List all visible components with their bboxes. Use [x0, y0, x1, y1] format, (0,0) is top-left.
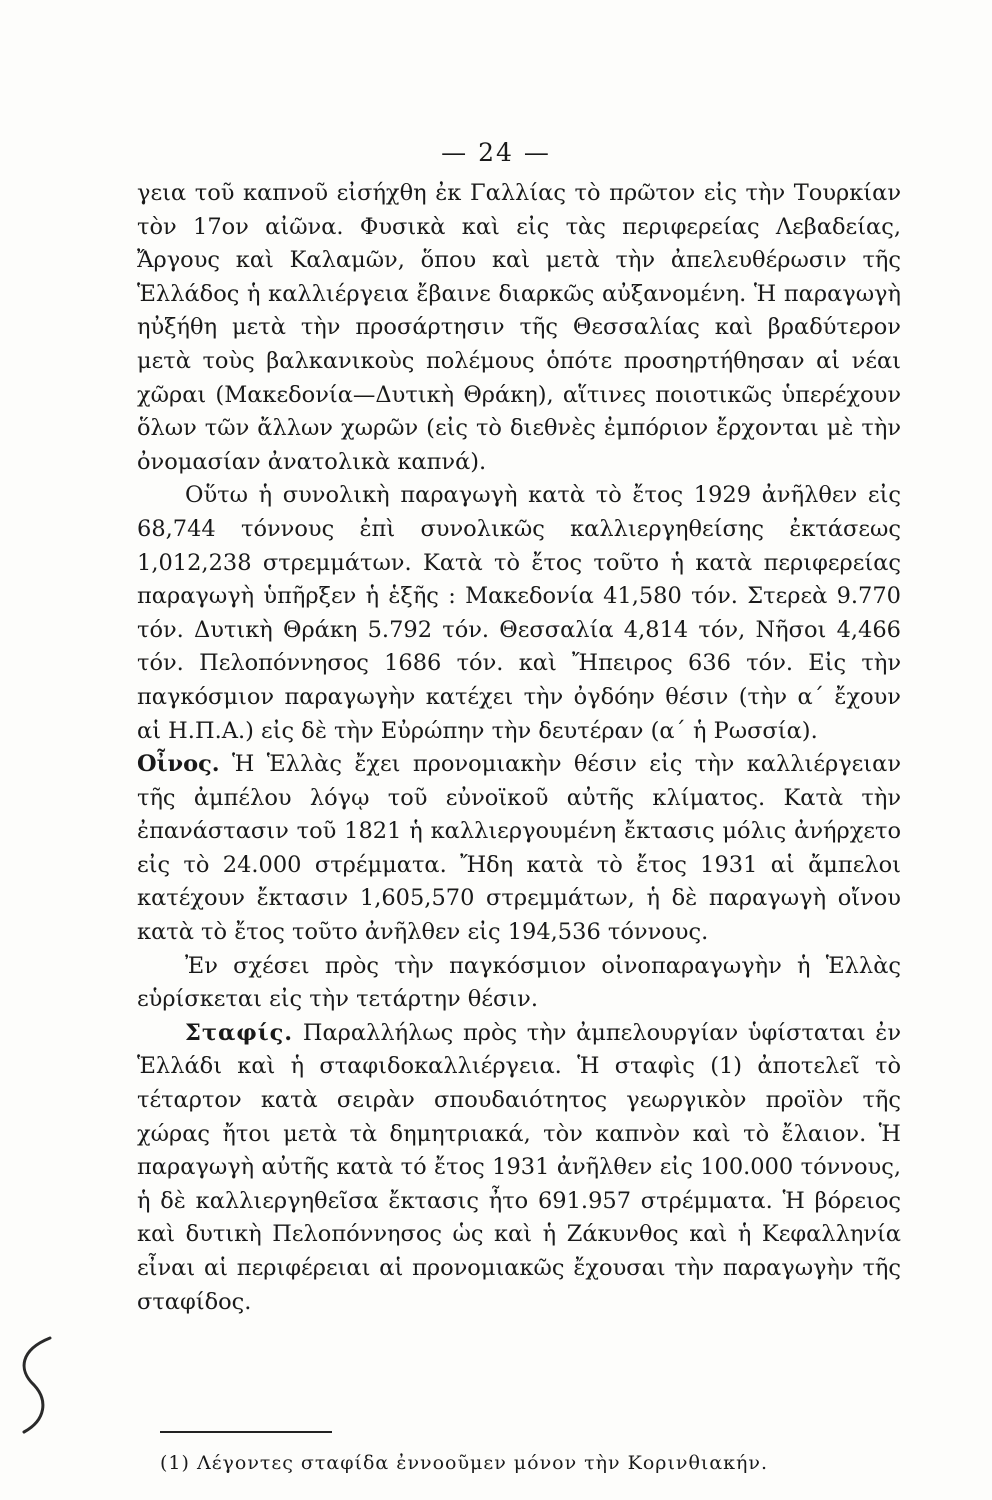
- footnote: [160, 1452, 860, 1474]
- paragraph-raisin: [137, 1017, 901, 1319]
- page-number: — 24 —: [441, 138, 551, 167]
- margin-pencil-mark: [12, 1330, 62, 1440]
- footnote-rule: [160, 1431, 332, 1433]
- paragraph-wine-ranking: Ἐν σχέσει πρὸς τὴν παγκόσμιον οἰνοπαραγωγὴν ἡ Ἑλλὰς εὑρίσκεται εἰς τὴν τετάρτην θέσιν.: [137, 952, 901, 1013]
- footnote-marker: (1): [160, 1452, 190, 1474]
- paragraph-wine-text: Ἡ Ἑλλὰς ἔχει προνομιακὴν θέσιν εἰς τὴν καλλιέργειαν τῆς ἀμπέλου λόγῳ τοῦ εὐνοϊκοῦ αὐτῆς κλίματος. Κατὰ τὴν ἐπανάστασιν τοῦ 1821 ἡ καλλιεργουμένη ἔκτασις μόλις ἀνήρχετο εἰς τὸ 24.000 στρέμματα. Ἤδη κατὰ τὸ ἔτος 1931 αἱ ἄμπελοι κατέχουν ἔκτασιν 1,605,570 στρεμμάτων, ἡ δὲ παραγωγὴ οἴνου κατὰ τὸ ἔτος τοῦτο ἀνῆλθεν εἰς 194,536 τόννους.: [137, 751, 901, 946]
- footnote-reference: (1): [710, 1053, 743, 1080]
- paragraph-wine: [137, 748, 901, 950]
- heading-raisin: Σταφίς.: [185, 1019, 294, 1046]
- paragraph-raisin-text-a: Παραλλήλως πρὸς τὴν ἀμπελουργίαν ὑφίσταται ἐν Ἑλλάδι καὶ ἡ σταφιδοκαλλιέργεια. Ἡ σταφὶς: [137, 1019, 902, 1080]
- heading-wine: Οἶνος.: [137, 751, 220, 778]
- paragraph-tobacco-production: Οὕτω ἡ συνολικὴ παραγωγὴ κατὰ τὸ ἔτος 1929 ἀνῆλθεν εἰς 68,744 τόννους ἐπὶ συνολικῶς καλλιεργηθείσης ἐκτάσεως 1,012,238 στρεμμάτων. Κατὰ τὸ ἔτος τοῦτο ἡ κατὰ περιφερείας παραγωγὴ ὑπῆρξεν ἡ ἑξῆς : Μακεδονία 41,580 τόν. Στερεὰ 9.770 τόν. Δυτικὴ Θράκη 5.792 τόν. Θεσσαλία 4,814 τόν, Νῆσοι 4,466 τόν. Πελοπόννησος 1686 τόν. καὶ Ἤπειρος 636 τόν. Εἰς τὴν παγκόσμιον παραγωγὴν κατέχει τὴν ὀγδόην θέσιν (τὴν α΄ ἔχουν αἱ Η.Π.Α.) εἰς δὲ τὴν Εὐρώπην τὴν δευτέραν (α΄ ἡ Ρωσσία).: [137, 482, 901, 744]
- paragraph-tobacco-history: γεια τοῦ καπνοῦ εἰσήχθη ἐκ Γαλλίας τὸ πρῶτον εἰς τὴν Τουρκίαν τὸν 17ον αἰῶνα. Φυσικὰ καὶ εἰς τὰς περιφερείας Λεβαδείας, Ἄργους καὶ Καλαμῶν, ὅπου καὶ μετὰ τὴν ἀπελευθέρωσιν τῆς Ἑλλάδος ἡ καλλιέργεια ἔβαινε διαρκῶς αὐξανομένη. Ἡ παραγωγὴ ηὐξήθη μετὰ τὴν προσάρτησιν τῆς Θεσσαλίας καὶ βραδύτερον μετὰ τοὺς βαλκανικοὺς πολέμους ὁπότε προσηρτήθησαν αἱ νέαι χῶραι (Μακεδονία—Δυτικὴ Θράκη), αἵτινες ποιοτικῶς ὑπερέχουν ὅλων τῶν ἄλλων χωρῶν (εἰς τὸ διεθνὲς ἐμπόριον ἔρχονται μὲ τὴν ὀνομασίαν ἀνατολικὰ καπνά).: [137, 180, 901, 475]
- paragraph-raisin-text-b: ἀποτελεῖ τὸ τέταρτον κατὰ σειρὰν σπουδαιότητος γεωργικὸν προϊὸν τῆς χώρας ἤτοι μετὰ τὰ δημητριακά, τὸν καπνὸν καὶ τὸ ἔλαιον. Ἡ παραγωγὴ αὐτῆς κατὰ τό ἔτος 1931 ἀνῆλθεν εἰς 100.000 τόννους, ἡ δὲ καλλιεργηθεῖσα ἔκτασις ἦτο 691.957 στρέμματα. Ἡ βόρειος καὶ δυτικὴ Πελοπόννησος ὡς καὶ ἡ Ζάκυνθος καὶ ἡ Κεφαλληνία εἶναι αἱ περιφέρειαι αἱ προνομιακῶς ἔχουσαι τὴν παραγωγὴν τῆς σταφίδος.: [137, 1053, 901, 1315]
- footnote-text: Λέγοντες σταφίδα ἐννοοῦμεν μόνον τὴν Κορινθιακήν.: [196, 1452, 769, 1474]
- body-text: [137, 177, 901, 1319]
